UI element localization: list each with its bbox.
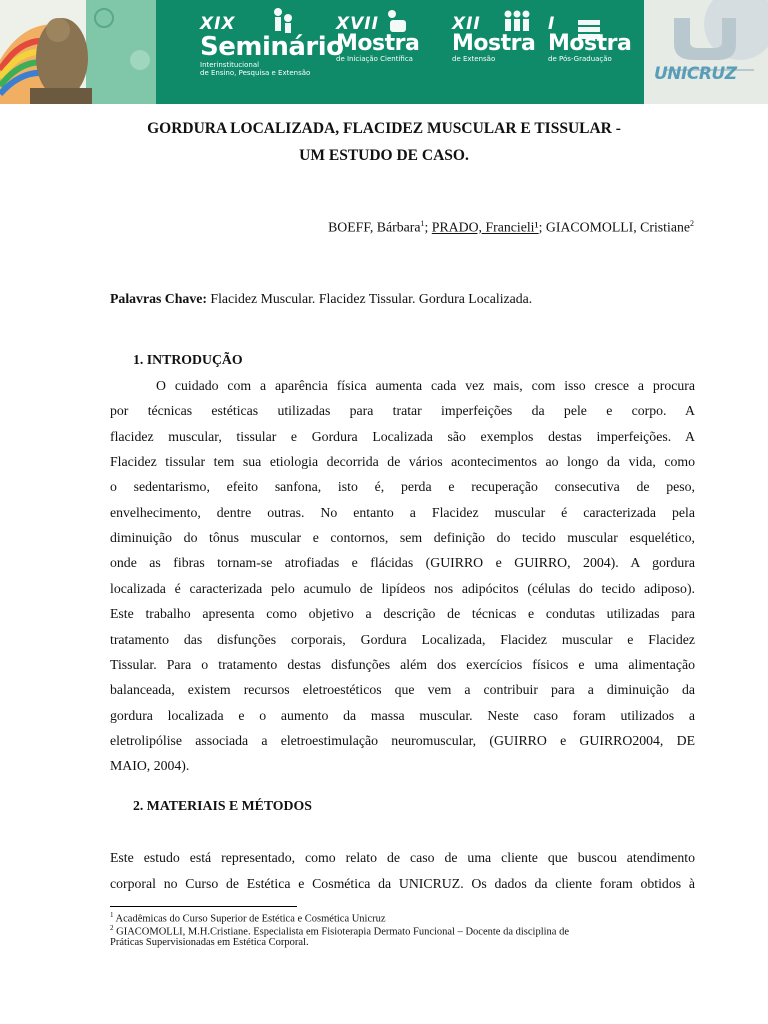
footnote-2-continued: Práticas Supervisionadas em Estética Corporal. bbox=[110, 937, 309, 948]
header-banner bbox=[0, 0, 768, 104]
footnote-number: 1 bbox=[110, 911, 114, 919]
paragraph-line: O cuidado com a aparência física aumenta cada vez mais, com isso cresce a procura bbox=[156, 378, 695, 393]
unicruz-logo bbox=[644, 0, 768, 104]
paragraph-line: MAIO, 2004). bbox=[110, 758, 190, 774]
event-name: Mostra bbox=[548, 31, 632, 56]
footnote-number: 2 bbox=[110, 924, 114, 932]
author-prado: PRADO, Francieli¹ bbox=[431, 219, 539, 235]
paragraph-line: corporal no Curso de Estética e Cosmética da UNICRUZ. Os dados da cliente foram obtidos à bbox=[110, 875, 695, 891]
footnote-text: GIACOMOLLI, M.H.Cristiane. Especialista em Fisioterapia Dermato Funcional – Docente da disciplina de bbox=[113, 926, 569, 938]
section-heading-introducao: 1. INTRODUÇÃO bbox=[133, 352, 243, 367]
section-heading-materiais: 2. MATERIAIS E MÉTODOS bbox=[133, 798, 312, 813]
paragraph-line: tratamento das disfunções corporais, Gordura Localizada, Flacidez muscular e Flacidez bbox=[110, 631, 695, 647]
banner-left-artwork bbox=[0, 0, 156, 104]
event-mostra-iniciacao bbox=[336, 16, 419, 63]
event-roman: I bbox=[548, 14, 556, 34]
event-roman: XVII bbox=[336, 14, 379, 34]
event-subtitle-2: de Ensino, Pesquisa e Extensão bbox=[200, 69, 311, 77]
keywords bbox=[110, 291, 532, 307]
event-roman: XII bbox=[452, 14, 481, 34]
paper-title-line-1: GORDURA LOCALIZADA, FLACIDEZ MUSCULAR E TISSULAR - bbox=[147, 120, 621, 137]
paragraph-line: Este estudo está representado, como relato de caso de uma cliente que buscou atendimento bbox=[110, 850, 695, 865]
footnote-text: Acadêmicas do Curso Superior de Estética e Cosmética Unicruz bbox=[113, 913, 386, 925]
event-seminario bbox=[200, 16, 344, 77]
paragraph-line: eletrolipólise associada a eletroestimulação neuromuscular, (GUIRRO e GUIRRO2004, DE bbox=[110, 732, 695, 748]
paragraph-line: balanceada, existem recursos eletroestéticos que vem a contribuir para a diminuição da bbox=[110, 682, 695, 698]
event-subtitle: de Pós-Graduação bbox=[548, 55, 612, 63]
paragraph-line: onde as fibras tornam-se atrofiadas e flácidas (GUIRRO e GUIRRO, 2004). A gordura bbox=[110, 555, 695, 571]
event-name: Mostra bbox=[336, 31, 420, 56]
event-mostra-extensao bbox=[452, 16, 535, 63]
paragraph-line: diminuição do tônus muscular e contornos, sem definição do tecido muscular esquelético, bbox=[110, 530, 695, 546]
paragraph-line: por técnicas estéticas utilizadas para tratar imperfeições da pele e corpo. A bbox=[110, 403, 695, 419]
footnote-2 bbox=[110, 924, 569, 938]
puzzle-sculpture-image bbox=[0, 0, 156, 104]
paragraph-line: envelhecimento, dentre outras. No entanto a Flacidez muscular é caracterizada pela bbox=[110, 504, 695, 520]
author-giacomolli: ; GIACOMOLLI, Cristiane bbox=[538, 219, 690, 235]
event-roman: XIX bbox=[200, 14, 236, 34]
paragraph-line: Este trabalho apresenta como objetivo a descrição de técnicas e condutas utilizadas para bbox=[110, 606, 695, 622]
paragraph-line: o sedentarismo, efeito sanfona, isto é, perda e recuperação consecutiva de peso, bbox=[110, 479, 695, 495]
keywords-text: Flacidez Muscular. Flacidez Tissular. Gordura Localizada. bbox=[206, 291, 533, 306]
event-mostra-pos bbox=[548, 16, 631, 63]
event-subtitle: Interinstitucional bbox=[200, 61, 260, 69]
footnote-1 bbox=[110, 911, 386, 925]
paragraph-line: localizada é caracterizada pelo acumulo de lipídeos nos adipócitos (células do tecido adiposo). bbox=[110, 580, 695, 596]
unicruz-logo-text: UNICRUZ bbox=[654, 64, 737, 84]
paragraph-line: gordura localizada e o aumento da massa muscular. Neste caso foram utilizados a bbox=[110, 707, 695, 723]
author-list bbox=[328, 219, 694, 236]
paragraph-line: flacidez muscular, tissular e Gordura Localizada são exemplos destas imperfeições. A bbox=[110, 428, 695, 444]
event-subtitle: de Iniciação Científica bbox=[336, 55, 413, 63]
keywords-label: Palavras Chave: bbox=[110, 291, 207, 306]
event-subtitle: de Extensão bbox=[452, 55, 496, 63]
author-footnote-marker: 2 bbox=[690, 219, 694, 228]
author-separator: ; bbox=[424, 219, 432, 235]
author-footnote-marker: 1 bbox=[420, 219, 425, 228]
banner-events bbox=[156, 0, 644, 104]
author-boeff: BOEFF, Bárbara bbox=[328, 219, 421, 235]
footnote-divider bbox=[110, 906, 297, 907]
unicruz-emblem-icon bbox=[644, 0, 768, 104]
paper-title-line-2: UM ESTUDO DE CASO. bbox=[299, 147, 469, 164]
paragraph-line: Flacidez tissular tem sua etiologia decorrida de vários acontecimentos ao longo da vida, como bbox=[110, 454, 695, 470]
event-name: Mostra bbox=[452, 31, 536, 56]
event-name: Seminário bbox=[200, 32, 344, 62]
paragraph-line: Tissular. Para o tratamento destas disfunções além dos exercícios físicos e uma alimentação bbox=[110, 656, 695, 672]
